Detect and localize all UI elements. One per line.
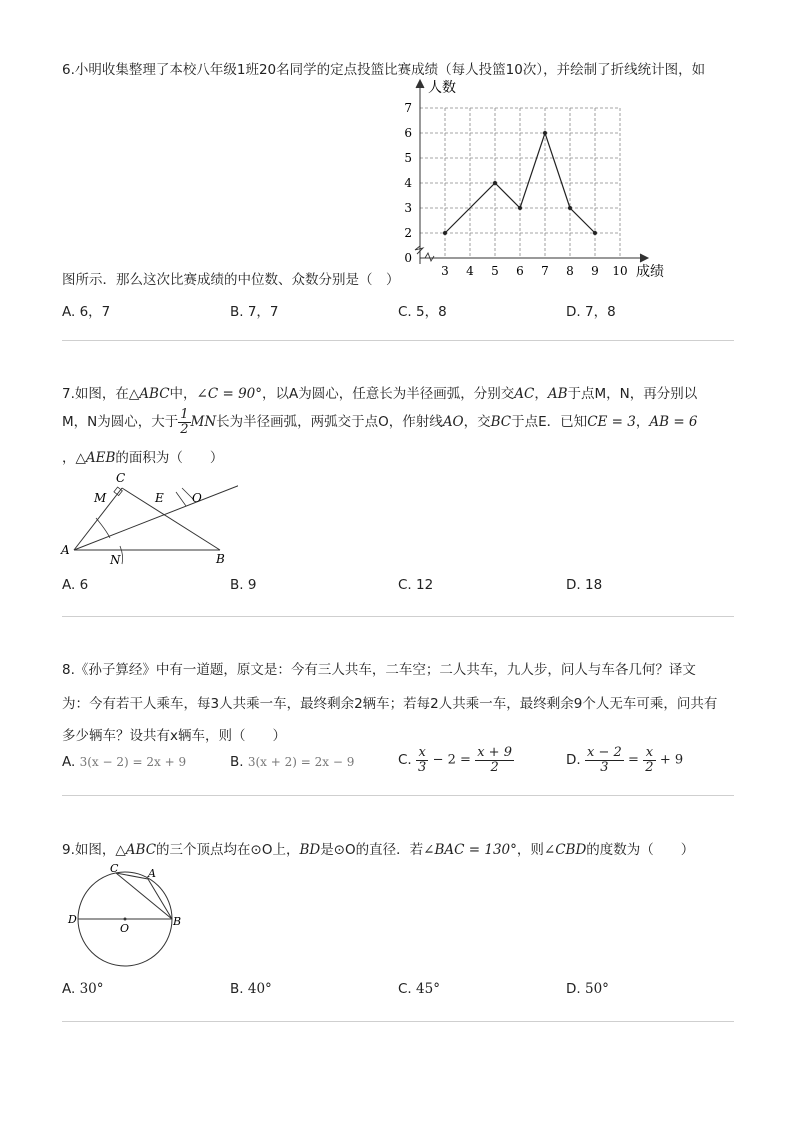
q7-option-a[interactable]: A. 6 bbox=[62, 577, 89, 593]
q8-text-line1: 8.《孙子算经》中有一道题，原文是：今有三人共车，二车空；二人共车，九人步，问人与车各几何？译文 bbox=[62, 662, 696, 678]
q9-option-a[interactable]: A. 30° bbox=[62, 981, 104, 997]
q6-text-line1: 6.小明收集整理了本校八年级1班20名同学的定点投篮比赛成绩（每人投篮10次），并绘制了折线统计图，如 bbox=[62, 62, 706, 78]
q7-fraction-half: $\frac{1}{2}$ bbox=[180, 407, 189, 437]
data-point bbox=[543, 131, 547, 135]
q8-text-line2: 为：今有若干人乘车，每3人共乘一车，最终剩余2辆车；若每2人共乘一车，最终剩余9个人无车可乘，问共有 bbox=[62, 696, 718, 712]
fig9-label-d: D bbox=[68, 913, 77, 926]
q6-option-b[interactable]: B. 7，7 bbox=[230, 304, 279, 320]
fig7-label-e: E bbox=[155, 491, 164, 505]
divider-2 bbox=[62, 616, 734, 617]
q6-text-line2: 图所示．那么这次比赛成绩的中位数、众数分别是（ ） bbox=[62, 272, 400, 288]
fig9-label-a: A bbox=[148, 867, 156, 880]
fig9-label-o: O bbox=[120, 922, 130, 935]
q7-option-d[interactable]: D. 18 bbox=[566, 577, 603, 593]
q8-option-c[interactable]: C. $\frac{x}{3}$ − 2 = $\frac{x + 9}{2}$ bbox=[398, 745, 512, 775]
fig7-label-m: M bbox=[94, 491, 107, 505]
x-tick-label: 10 bbox=[612, 264, 628, 278]
q6-option-d[interactable]: D. 7，8 bbox=[566, 304, 616, 320]
origin-label: 0 bbox=[404, 251, 412, 265]
q6-option-a[interactable]: A. 6，7 bbox=[62, 304, 111, 320]
q9-option-d[interactable]: D. 50° bbox=[566, 981, 609, 997]
y-axis-title: 人数 bbox=[428, 80, 456, 96]
divider-1 bbox=[62, 340, 734, 341]
q9-text-line1: 9.如图，△ABC的三个顶点均在⊙O上，BD是⊙O的直径．若∠BAC = 130°，则∠CBD的度数为（ ） bbox=[62, 842, 695, 858]
q8-option-a[interactable]: A. 3(x − 2) = 2x + 9 bbox=[62, 754, 187, 770]
y-tick-label: 7 bbox=[404, 101, 412, 115]
chart-grid bbox=[420, 108, 620, 258]
q9-option-b[interactable]: B. 40° bbox=[230, 981, 272, 997]
q8-option-d[interactable]: D. $\frac{x - 2}{3}$ = $\frac{x}{2}$ + 9 bbox=[566, 745, 684, 775]
q7-option-c[interactable]: C. 12 bbox=[398, 577, 434, 593]
fig7-label-c: C bbox=[116, 471, 126, 485]
data-point bbox=[493, 181, 497, 185]
y-tick-label: 6 bbox=[404, 126, 412, 140]
data-point bbox=[518, 206, 522, 210]
x-tick-label: 4 bbox=[466, 264, 474, 278]
q8-option-b[interactable]: B. 3(x + 2) = 2x − 9 bbox=[230, 754, 355, 770]
fig7-label-n: N bbox=[110, 553, 121, 567]
axis-break-x bbox=[425, 253, 434, 261]
x-axis-arrow bbox=[640, 254, 648, 262]
x-tick-label: 5 bbox=[491, 264, 499, 278]
x-axis-title: 成绩 bbox=[636, 264, 664, 280]
q7-triangle-figure bbox=[58, 468, 238, 572]
q7-text-line3: ，△AEB的面积为（ ） bbox=[62, 450, 224, 466]
y-tick-label: 3 bbox=[404, 201, 412, 215]
x-tick-label: 6 bbox=[516, 264, 524, 278]
q8-text-line3: 多少辆车？设共有x辆车，则（ ） bbox=[62, 728, 286, 744]
q9-circle-figure bbox=[66, 862, 188, 972]
q7-text-line1: 7.如图，在△ABC中，∠C = 90°，以A为圆心，任意长为半径画弧，分别交AC，AB于点M，N，再分别以 bbox=[62, 386, 698, 402]
q6-line-chart bbox=[392, 78, 682, 284]
x-tick-label: 9 bbox=[591, 264, 599, 278]
x-tick-label: 7 bbox=[541, 264, 549, 278]
chart-labels bbox=[404, 79, 664, 280]
data-point bbox=[443, 231, 447, 235]
x-tick-label: 3 bbox=[441, 264, 449, 278]
y-axis-arrow bbox=[416, 80, 424, 88]
y-tick-label: 5 bbox=[404, 151, 412, 165]
y-tick-label: 4 bbox=[404, 176, 412, 190]
x-tick-label: 8 bbox=[566, 264, 574, 278]
fig9-label-c: C bbox=[110, 862, 119, 875]
fig9-label-b: B bbox=[173, 915, 182, 928]
q9-option-c[interactable]: C. 45° bbox=[398, 981, 440, 997]
q7-option-b[interactable]: B. 9 bbox=[230, 577, 257, 593]
fig7-label-b: B bbox=[216, 552, 225, 566]
y-tick-label: 2 bbox=[404, 226, 412, 240]
divider-3 bbox=[62, 795, 734, 796]
fig7-label-o: O bbox=[192, 491, 202, 505]
fig7-label-a: A bbox=[61, 543, 70, 557]
data-point bbox=[568, 206, 572, 210]
q7-text-line2: M，N为圆心，大于 $\frac{1}{2}$ MN长为半径画弧，两弧交于点O，作射线AO，交BC于点E．已知CE = 3，AB = 6 bbox=[62, 407, 698, 437]
data-point bbox=[593, 231, 597, 235]
q6-option-c[interactable]: C. 5，8 bbox=[398, 304, 447, 320]
divider-4 bbox=[62, 1021, 734, 1022]
axis-break-y bbox=[415, 246, 423, 254]
